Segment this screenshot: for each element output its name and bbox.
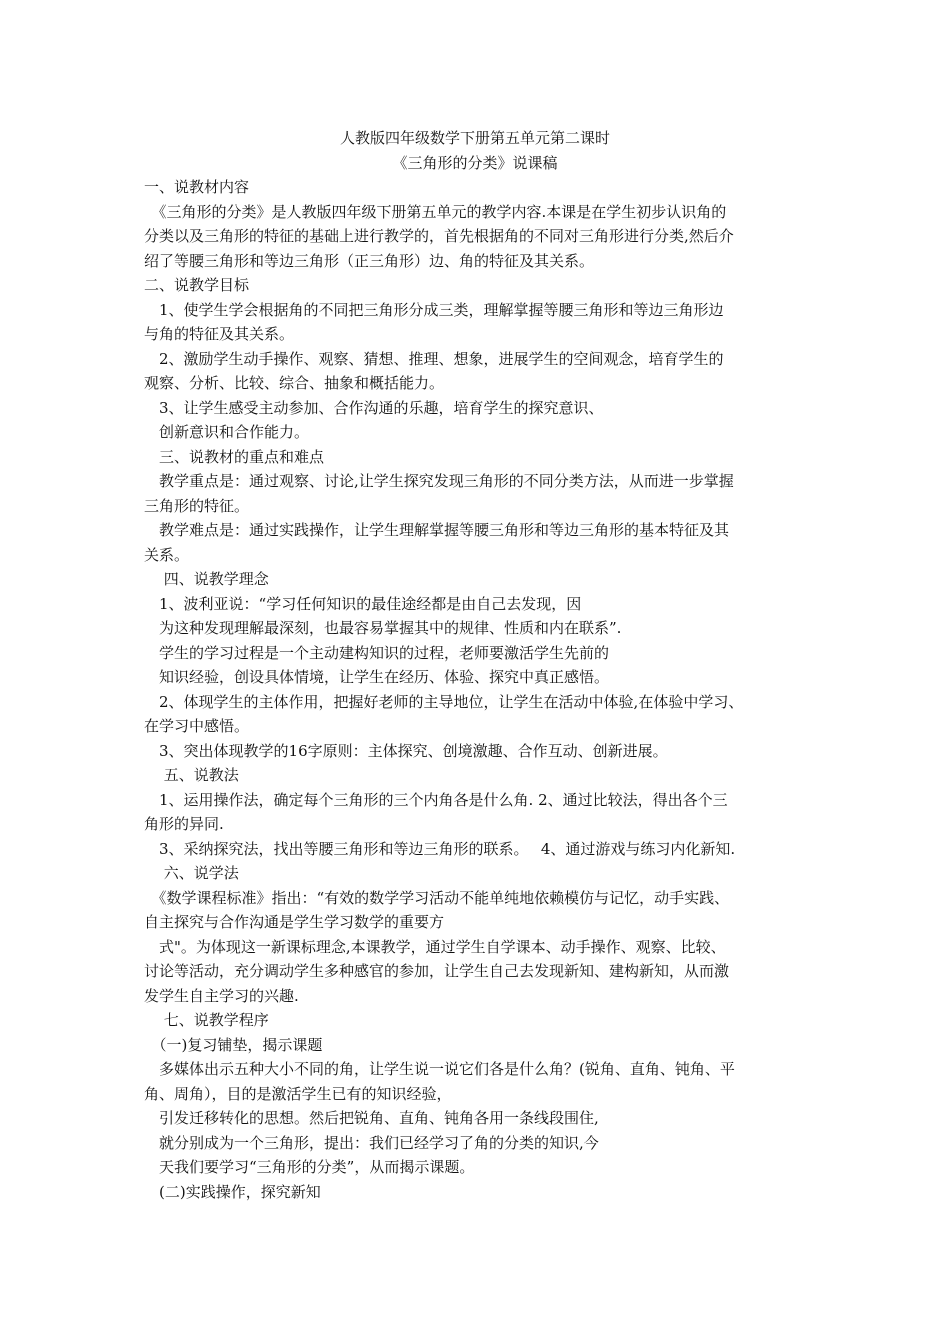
body-line: 学生的学习过程是一个主动建构知识的过程，老师要激活学生先前的 — [144, 643, 610, 662]
body-line: 多媒体出示五种大小不同的角，让学生说一说它们各是什么角？(锐角、直角、钝角、平 — [144, 1060, 735, 1078]
body-line: 角形的异同. — [144, 815, 224, 833]
body-line: 七、说教学程序 — [144, 1011, 269, 1029]
body-line: 角、周角），目的是激活学生已有的知识经验， — [144, 1084, 452, 1103]
body-line: 1、波利亚说：“学习任何知识的最佳途经都是由自己去发现，因 — [144, 594, 582, 613]
body-line: 在学习中感悟。 — [144, 717, 250, 735]
body-line: 二、说教学目标 — [144, 276, 250, 294]
body-line: 三、说教材的重点和难点 — [144, 447, 325, 466]
body-line: 关系。 — [144, 545, 190, 564]
body-line: 知识经验，创设具体情境，让学生在经历、体验、探究中真正感悟。 — [144, 668, 610, 686]
body-line: 四、说教学理念 — [144, 570, 269, 588]
body-line: 1、使学生学会根据角的不同把三角形分成三类，理解掌握等腰三角形和等边三角形边 — [144, 300, 724, 319]
body-line: 六、说学法 — [144, 864, 239, 882]
body-line: 教学重点是：通过观察、讨论,让学生探究发现三角形的不同分类方法，从而进一步掌握 — [144, 472, 734, 490]
body-line: 三角形的特征。 — [144, 496, 250, 515]
body-line: 讨论等活动，充分调动学生多种感官的参加，让学生自己去发现新知、建构新知，从而激 — [144, 962, 730, 980]
body-line: 一、说教材内容 — [144, 178, 250, 196]
body-line: （一)复习铺垫，揭示课题 — [144, 1035, 323, 1054]
body-line: 创新意识和合作能力。 — [144, 423, 310, 441]
body-line: (二)实践操作，探究新知 — [144, 1182, 321, 1201]
body-line: 1、运用操作法，确定每个三角形的三个内角各是什么角. 2、通过比较法，得出各个三 — [144, 790, 728, 809]
body-line: 与角的特征及其关系。 — [144, 325, 295, 343]
document-subtitle: 《三角形的分类》说课稿 — [392, 154, 558, 172]
body-line: 天我们要学习“三角形的分类”，从而揭示课题。 — [144, 1158, 475, 1176]
body-line: 《数学课程标准》指出：“有效的数学学习活动不能单纯地依赖模仿与记忆，动手实践、 — [144, 888, 730, 907]
body-line: 教学难点是：通过实践操作，让学生理解掌握等腰三角形和等边三角形的基本特征及其 — [144, 521, 730, 539]
body-line: 3、让学生感受主动参加、合作沟通的乐趣，培育学生的探究意识、 — [144, 398, 604, 417]
body-line: 为这种发现理解最深刻，也最容易掌握其中的规律、性质和内在联系”. — [144, 619, 622, 637]
body-line: 引发迁移转化的思想。然后把锐角、直角、钝角各用一条线段围住, — [144, 1109, 599, 1127]
body-line: 式"。为体现这一新课标理念,本课教学，通过学生自学课本、动手操作、观察、比较、 — [144, 937, 726, 956]
body-line: 2、激励学生动手操作、观察、猜想、推理、想象，进展学生的空间观念，培育学生的 — [144, 349, 724, 368]
body-line: 观察、分析、比较、综合、抽象和概括能力。 — [144, 374, 445, 392]
body-line: 五、说教法 — [144, 766, 239, 784]
body-line: 《三角形的分类》是人教版四年级下册第五单元的教学内容.本课是在学生初步认识角的 — [144, 202, 727, 221]
body-line: 发学生自主学习的兴趣. — [144, 986, 299, 1005]
document-title: 人教版四年级数学下册第五单元第二课时 — [339, 129, 610, 147]
body-line: 绍了等腰三角形和等边三角形（正三角形）边、角的特征及其关系。 — [144, 251, 595, 270]
body-line: 就分别成为一个三角形，提出：我们已经学习了角的分类的知识,今 — [144, 1133, 599, 1152]
body-line: 2、体现学生的主体作用，把握好老师的主导地位，让学生在活动中体验,在体验中学习、 — [144, 692, 744, 711]
body-line: 自主探究与合作沟通是学生学习数学的重要方 — [144, 913, 445, 931]
body-line: 分类以及三角形的特征的基础上进行教学的，首先根据角的不同对三角形进行分类,然后介 — [144, 227, 734, 245]
body-line: 3、突出体现教学的16字原则：主体探究、创境激趣、合作互动、创新进展。 — [144, 741, 668, 760]
body-line: 3、采纳探究法，找出等腰三角形和等边三角形的联系。 4、通过游戏与练习内化新知. — [144, 839, 736, 858]
